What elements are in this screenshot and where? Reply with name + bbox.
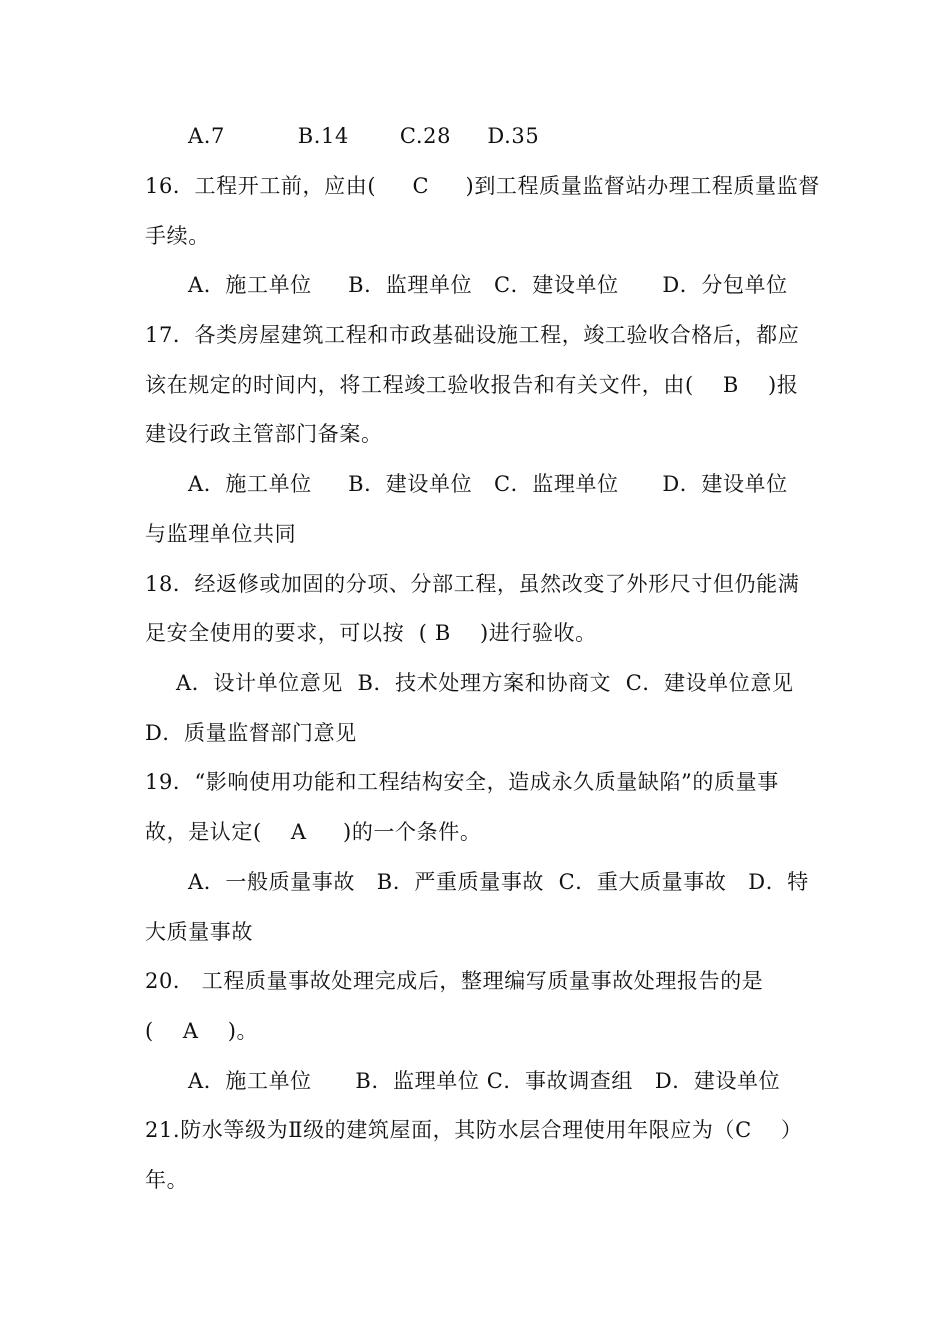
question-19-line-2: 故，是认定( A )的一个条件。 [145, 820, 482, 844]
question-21-line-2: 年。 [145, 1168, 189, 1192]
options-q17-line-1: A．施工单位 B．建设单位 C．监理单位 D．建设单位 [188, 472, 788, 496]
options-q19-line-1: A．一般质量事故 B．严重质量事故 C．重大质量事故 D．特 [188, 870, 809, 894]
options-q18-line-1: A．设计单位意见 B．技术处理方案和协商文 C．建设单位意见 [176, 671, 794, 695]
options-q16: A．施工单位 B．监理单位 C．建设单位 D．分包单位 [188, 273, 788, 297]
question-20-line-1: 20． 工程质量事故处理完成后，整理编写质量事故处理报告的是 [145, 969, 764, 993]
options-q18-line-2: D．质量监督部门意见 [145, 721, 357, 745]
options-q17-line-2: 与监理单位共同 [145, 522, 297, 546]
question-18-line-1: 18．经返修或加固的分项、分部工程，虽然改变了外形尺寸但仍能满 [145, 572, 800, 596]
question-20-line-2: ( A )。 [145, 1019, 259, 1043]
options-q19-line-2: 大质量事故 [145, 920, 253, 944]
options-q20: A．施工单位 B．监理单位 C．事故调查组 D．建设单位 [188, 1069, 781, 1093]
question-21-line-1: 21.防水等级为Ⅱ级的建筑屋面，其防水层合理使用年限应为（C ） [145, 1118, 803, 1142]
question-17-line-3: 建设行政主管部门备案。 [145, 422, 383, 446]
question-16-line-2: 手续。 [145, 224, 210, 248]
question-18-line-2: 足安全使用的要求，可以按 ( B )进行验收。 [145, 621, 597, 645]
question-19-line-1: 19．“影响使用功能和工程结构安全，造成永久质量缺陷”的质量事 [145, 770, 779, 794]
question-17-line-2: 该在规定的时间内，将工程竣工验收报告和有关文件，由( B )报 [145, 373, 799, 397]
question-16-line-1: 16．工程开工前，应由( C )到工程质量监督站办理工程质量监督 [145, 174, 820, 198]
question-17-line-1: 17．各类房屋建筑工程和市政基础设施工程，竣工验收合格后，都应 [145, 323, 800, 347]
options-q15: A.7 B.14 C.28 D.35 [188, 124, 540, 148]
